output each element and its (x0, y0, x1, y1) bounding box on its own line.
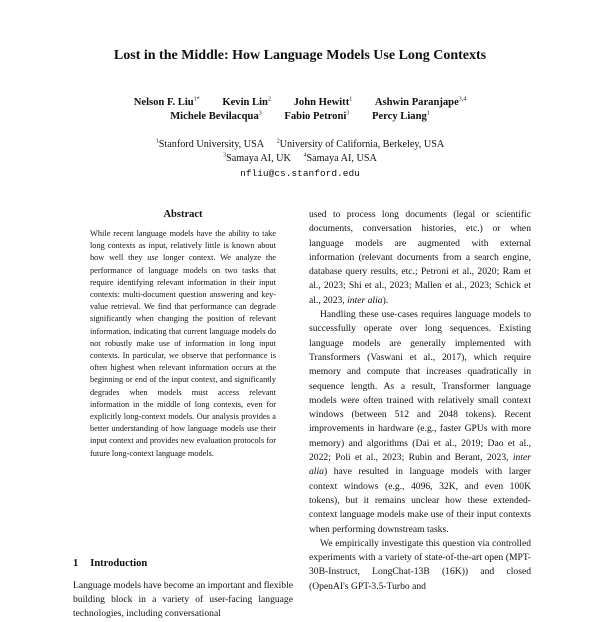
affiliation: $^4$Samaya AI, USA (303, 153, 377, 165)
section-heading-introduction: 1 Introduction (73, 558, 148, 569)
right-column (309, 208, 531, 594)
author: John Hewitt$^1$ (293, 96, 353, 108)
author: Percy Liang$^1$ (371, 110, 430, 122)
affiliation: $^2$University of California, Berkeley, USA (276, 139, 445, 151)
abstract-heading: Abstract (163, 209, 203, 220)
authors-row-2 (0, 110, 600, 122)
affiliations-row-2 (0, 153, 600, 164)
authors-row-1 (0, 96, 600, 108)
paragraph: We empirically investigate this question via controlled experiments with a variety of state-of-the-art open (MPT-30B-Instruct, LongChat-13B (16K)) and closed (OpenAI's GPT-3.5-Turbo and (309, 537, 531, 592)
abstract-body: While recent language models have the ability to take long contexts as input, relatively little is known about how well they use longer context. We analyze the performance of language models on two tasks that require identifying relevant information in their input contexts: multi-document question answering and key-value retrieval. We find that performance can degrade significantly when changing the position of relevant information, indicating that current language models do not robustly make use of information in long input contexts. In particular, we observe that performance is often highest when relevant information occurs at the beginning or end of the input context, and significantly degrades when models must access relevant information in the middle of long contexts, even for explicitly long-context models. Our analysis provides a better understanding of how language models use their input context and provides new evaluation protocols for future long-context language models. (90, 229, 276, 458)
paragraph: used to process long documents (legal or scientific documents, conversation histories, etc.) or when language models are augmented with external information (relevant documents from a search engine, database query results, etc.; Petroni et al., 2020; Ram et al., 2023; Shi et al., 2023; Mallen et al., 2023; Schick et al., 2023, inter alia). (309, 209, 531, 306)
author: Ashwin Paranjape$^{3,4}$ (374, 96, 467, 108)
intro-paragraph: Language models have become an important and flexible building block in a variety of user-facing language technologies, including conversational (73, 580, 293, 620)
paper-title: Lost in the Middle: How Language Models Use Long Contexts (113, 48, 487, 63)
author: Kevin Lin$^2$ (222, 96, 271, 108)
author: Fabio Petroni$^3$ (284, 110, 350, 122)
author: Nelson F. Liu$^{1*}$ (133, 96, 200, 108)
author-email[interactable]: nfliu@cs.stanford.edu (240, 168, 360, 179)
affiliation: $^1$Stanford University, USA (155, 139, 265, 151)
author: Michele Bevilacqua$^3$ (170, 110, 262, 122)
paragraph: Handling these use-cases requires language models to successfully operate over long sequences. Existing language models are generally implemented with Transformers (Vaswani et al., 2017), which require memory and compute that increases quadratically in sequence length. As a result, Transformer language models were often trained with relatively small context windows (between 512 and 2048 tokens). Recent improvements in hardware (e.g., faster GPUs with more memory) and algorithms (Dai et al., 2019; Dao et al., 2022; Poli et al., 2023; Rubin and Berant, 2023, inter alia) have resulted in language models with larger context windows (e.g., 4096, 32K, and even 100K tokens), but it remains unclear how these extended-context language models make use of their input contexts when performing downstream tasks. (309, 309, 531, 535)
affiliations-row-1 (0, 139, 600, 150)
affiliation: $^3$Samaya AI, UK (223, 153, 291, 165)
